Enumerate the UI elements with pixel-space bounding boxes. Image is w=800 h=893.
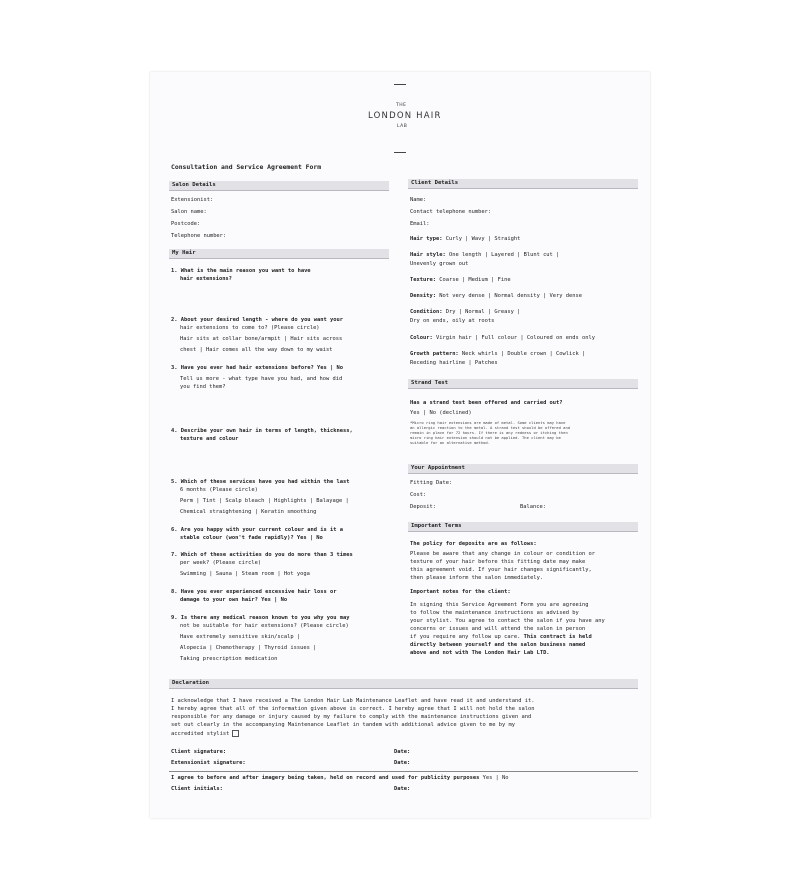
strand-test-note-3: remain in place for 72 hours. If there is any redness or itching then bbox=[410, 430, 568, 435]
growth-pattern[interactable]: Growth pattern: Neck whirls | Double crown | Cowlick | bbox=[410, 351, 586, 357]
terms-header: Important Terms bbox=[408, 522, 638, 532]
declaration-line-1: I acknowledge that I have received a The London Hair Lab Maintenance Leaflet and have read it and understand it. bbox=[171, 698, 535, 704]
q5-line2: 6 months (Please circle) bbox=[180, 487, 258, 493]
q3-line3: you find them? bbox=[180, 384, 226, 390]
field-telephone[interactable]: Telephone number: bbox=[171, 233, 227, 239]
hair-style[interactable]: Hair style: One length | Layered | Blunt cut | bbox=[410, 252, 560, 258]
form-sheet bbox=[150, 72, 650, 818]
q9-line1: 9. Is there any medical reason known to you why you may bbox=[171, 615, 350, 621]
stylist-checkbox[interactable] bbox=[232, 730, 239, 737]
field-balance[interactable]: Balance: bbox=[520, 504, 546, 510]
condition[interactable]: Condition: Dry | Normal | Greasy | bbox=[410, 309, 521, 315]
q7-line1: 7. Which of these activities do you do more than 3 times bbox=[171, 552, 353, 558]
salon-details-header: Salon Details bbox=[169, 181, 389, 191]
q6-line1: 6. Are you happy with your current colour and is it a bbox=[171, 527, 344, 533]
q3-line2: Tell us more - what type have you had, and how did bbox=[180, 376, 343, 382]
texture[interactable]: Texture: Coarse | Medium | Fine bbox=[410, 277, 511, 283]
field-contact-telephone[interactable]: Contact telephone number: bbox=[410, 209, 492, 215]
declaration-line-3: responsible for any damage or injury caused by my failure to comply with the maintenance instructions given and bbox=[171, 714, 532, 720]
client-notes-bold-1: directly between yourself and the salon business named bbox=[410, 642, 586, 648]
logo-lab: LAB bbox=[397, 124, 408, 129]
deposit-policy-1: Please be aware that any change in colour or condition or bbox=[410, 551, 595, 557]
q2-option2[interactable]: chest | Hair comes all the way down to my waist bbox=[180, 347, 333, 353]
strand-test-note-5: suitable for an alternative method. bbox=[410, 440, 491, 445]
imagery-consent[interactable]: I agree to before and after imagery being taken, held on record and used for publicity purposes Yes | No bbox=[171, 775, 509, 781]
q8-line1: 8. Have you ever experienced excessive hair loss or bbox=[171, 589, 337, 595]
declaration-line-2: I hereby agree that all of the information given above is correct. I hereby agree that I will not hold the salon bbox=[171, 706, 535, 712]
client-notes-3: your stylist. You agree to contact the salon if you have any bbox=[410, 618, 605, 624]
q5-option1[interactable]: Perm | Tint | Scalp bleach | Highlights | Balayage | bbox=[180, 498, 349, 504]
field-email[interactable]: Email: bbox=[410, 221, 430, 227]
q1-line1: 1. What is the main reason you want to have bbox=[171, 268, 311, 274]
q7-line2: per week? (Please circle) bbox=[180, 560, 262, 566]
client-initials-label[interactable]: Client initials: bbox=[171, 786, 223, 792]
form-title: Consultation and Service Agreement Form bbox=[171, 163, 322, 171]
hair-style-line2[interactable]: Unevenly grown out bbox=[410, 261, 469, 267]
client-notes-5: if you require any follow up care. This contract is held bbox=[410, 634, 592, 640]
growth-pattern-line2[interactable]: Receding hairline | Patches bbox=[410, 360, 498, 366]
field-deposit[interactable]: Deposit: bbox=[410, 504, 436, 510]
q2-option1[interactable]: Hair sits at collar bone/armpit | Hair sits across bbox=[180, 336, 343, 342]
condition-line2[interactable]: Dry on ends, oily at roots bbox=[410, 318, 495, 324]
declaration-line-5: accredited stylist bbox=[171, 730, 239, 738]
field-fitting-date[interactable]: Fitting Date: bbox=[410, 480, 453, 486]
q8-line2[interactable]: damage to your own hair? Yes | No bbox=[180, 597, 288, 603]
client-details-header: Client Details bbox=[408, 179, 638, 189]
client-notes-heading: Important notes for the client: bbox=[410, 589, 511, 595]
hair-type[interactable]: Hair type: Curly | Wavy | Straight bbox=[410, 236, 521, 242]
strand-test-note-1: *Micro ring hair extensions are made of metal. Some clients may have bbox=[410, 420, 566, 425]
q9-option1[interactable]: Have extremely sensitive skin/scalp | bbox=[180, 634, 301, 640]
q9-line2: not be suitable for hair extensions? (Please circle) bbox=[180, 623, 349, 629]
extensionist-signature-label[interactable]: Extensionist signature: bbox=[171, 760, 246, 766]
logo-main: LONDON HAIR bbox=[368, 111, 442, 121]
appointment-header: Your Appointment bbox=[408, 464, 638, 474]
declaration-header: Declaration bbox=[169, 679, 638, 689]
extensionist-signature-date-label[interactable]: Date: bbox=[394, 760, 411, 766]
field-postcode[interactable]: Postcode: bbox=[171, 221, 201, 227]
declaration-divider bbox=[169, 771, 638, 772]
declaration-line-4: set out clearly in the accompanying Maintenance Leaflet in tandem with additional advice given to me by my bbox=[171, 722, 516, 728]
logo-the: THE bbox=[396, 103, 407, 108]
client-initials-date-label[interactable]: Date: bbox=[394, 786, 411, 792]
q4-line1: 4. Describe your own hair in terms of length, thickness, bbox=[171, 428, 353, 434]
deposit-policy-2: texture of your hair before this fitting date may make bbox=[410, 559, 586, 565]
q1-line2: hair extensions? bbox=[180, 276, 232, 282]
logo-top-rule bbox=[394, 84, 406, 85]
client-signature-label[interactable]: Client signature: bbox=[171, 749, 227, 755]
deposit-policy-3: this agreement void. If your hair changes significantly, bbox=[410, 567, 592, 573]
field-name[interactable]: Name: bbox=[410, 197, 427, 203]
strand-test-note-2: an allergic reaction to the metal. A strand test should be offered and bbox=[410, 425, 571, 430]
strand-test-header: Strand Test bbox=[408, 379, 638, 389]
client-signature-date-label[interactable]: Date: bbox=[394, 749, 411, 755]
field-salon-name[interactable]: Salon name: bbox=[171, 209, 207, 215]
deposit-policy-heading: The policy for deposits are as follows: bbox=[410, 541, 537, 547]
q9-option2[interactable]: Alopecia | Chemotherapy | Thyroid issues | bbox=[180, 645, 317, 651]
client-notes-2: to follow the maintenance instructions as advised by bbox=[410, 610, 579, 616]
density[interactable]: Density: Not very dense | Normal density | Very dense bbox=[410, 293, 583, 299]
q5-line1: 5. Which of these services have you had within the last bbox=[171, 479, 350, 485]
q6-line2[interactable]: stable colour (won't fade rapidly)? Yes | No bbox=[180, 535, 323, 541]
colour[interactable]: Colour: Virgin hair | Full colour | Coloured on ends only bbox=[410, 335, 595, 341]
q3-line1: 3. Have you ever had hair extensions before? Yes | No bbox=[171, 365, 344, 371]
logo-bottom-rule bbox=[394, 152, 406, 153]
q2-line2: hair extensions to come to? (Please circle) bbox=[180, 325, 320, 331]
field-extensionist[interactable]: Extensionist: bbox=[171, 197, 214, 203]
field-cost[interactable]: Cost: bbox=[410, 492, 427, 498]
deposit-policy-4: then please inform the salon immediately. bbox=[410, 575, 544, 581]
q4-line2: texture and colour bbox=[180, 436, 239, 442]
q5-option2[interactable]: Chemical straightening | Keratin smoothing bbox=[180, 509, 317, 515]
q2-line1: 2. About your desired length - where do you want your bbox=[171, 317, 344, 323]
client-notes-bold-2: above and not with The London Hair Lab LTD. bbox=[410, 650, 550, 656]
strand-test-answer[interactable]: Yes | No (declined) bbox=[410, 410, 472, 416]
q7-options[interactable]: Swimming | Sauna | Steam room | Hot yoga bbox=[180, 571, 310, 577]
strand-test-note-4: micro ring hair extension should not be applied. The client may be bbox=[410, 435, 561, 440]
client-notes-1: In signing this Service Agreement Form you are agreeing bbox=[410, 602, 589, 608]
client-notes-4: concerns or issues and will attend the salon in person bbox=[410, 626, 586, 632]
strand-test-question: Has a strand test been offered and carried out? bbox=[410, 400, 563, 406]
q9-option3[interactable]: Taking prescription medication bbox=[180, 656, 278, 662]
my-hair-header: My Hair bbox=[169, 249, 389, 259]
